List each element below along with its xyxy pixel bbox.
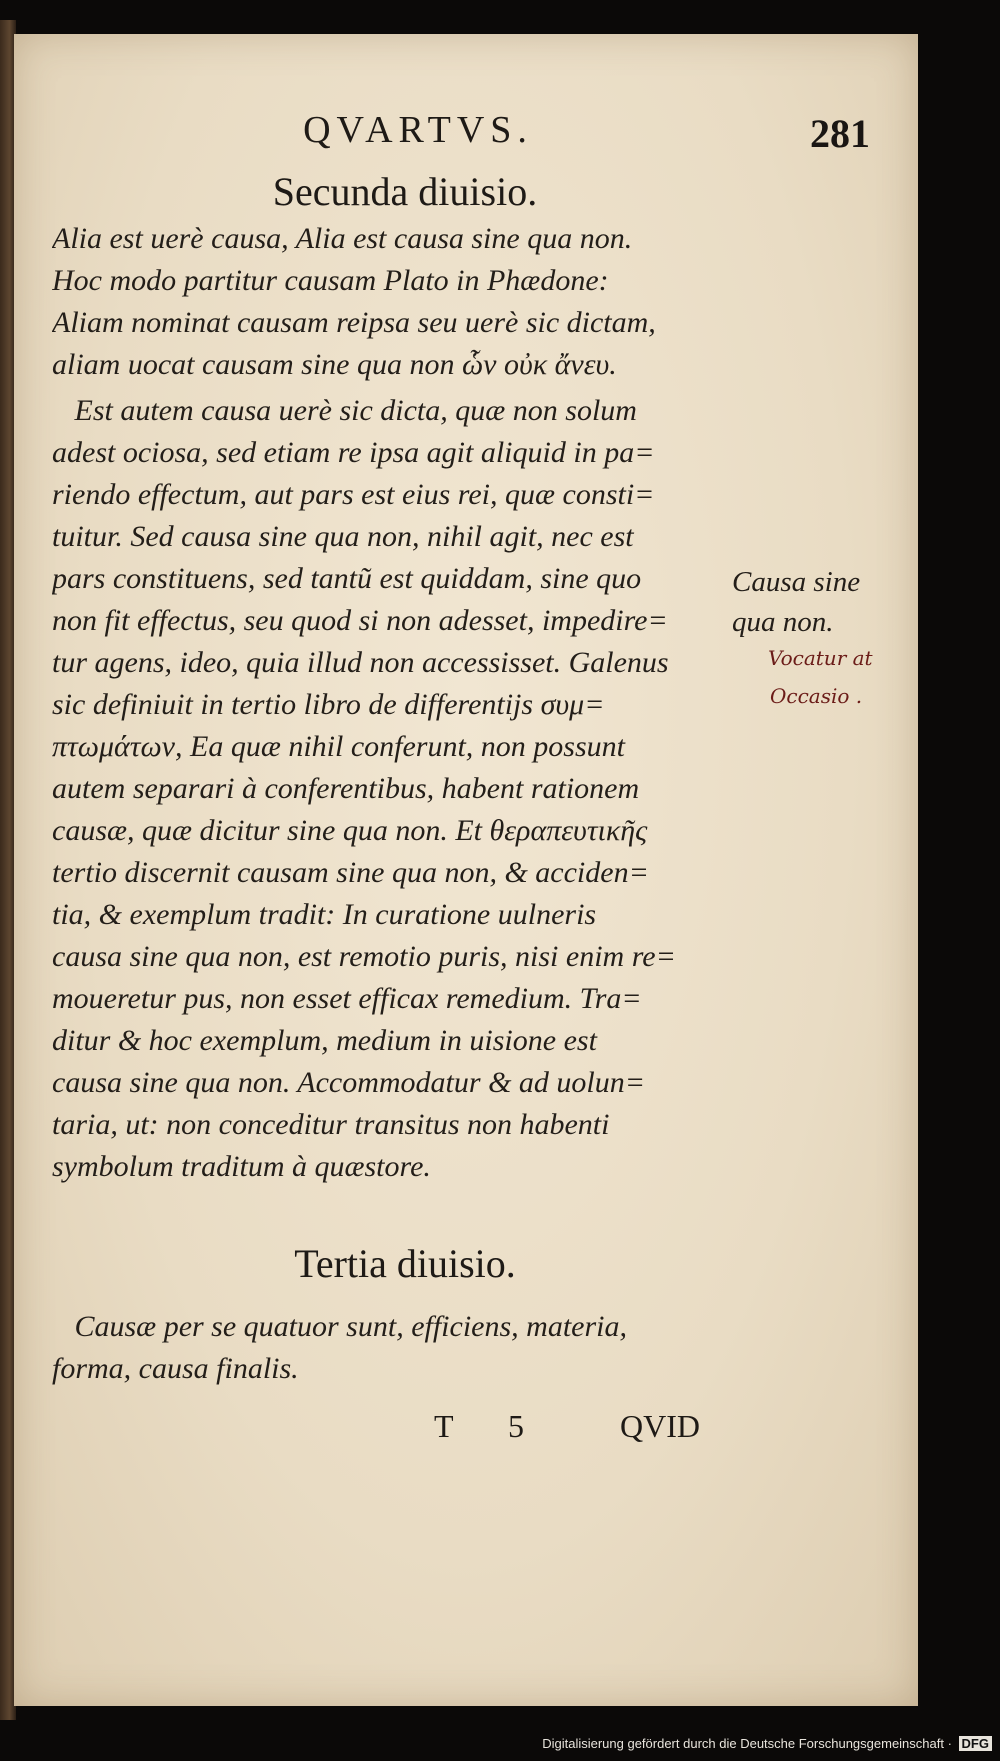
signature-mark-number: 5 — [508, 1408, 524, 1444]
text-line: pars constituens, sed tantũ est quiddam, sine quo — [52, 562, 642, 595]
catchword: QVID — [620, 1408, 700, 1444]
text-line: tertio discernit causam sine qua non, & acciden= — [52, 856, 649, 889]
text-line: autem separari à conferentibus, habent rationem — [52, 772, 640, 805]
text-line: Est autem causa uerè sic dicta, quæ non solum — [52, 394, 637, 427]
text-line: adest ociosa, sed etiam re ipsa agit aliquid in pa= — [52, 436, 655, 469]
text-line: ditur & hoc exemplum, medium in uisione est — [52, 1024, 597, 1057]
text-line: aliam uocat causam sine qua non ὧν οὐκ ἄνευ. — [52, 348, 617, 381]
dfg-logo: DFG — [959, 1736, 992, 1751]
digitization-credit — [542, 1736, 992, 1751]
text-line: tur agens, ideo, quia illud non accessisset. Galenus — [52, 646, 669, 679]
text-line: Hoc modo partitur causam Plato in Phædone: — [52, 264, 609, 297]
text-line: symbolum traditum à quæstore. — [52, 1150, 431, 1183]
text-line: causa sine qua non, est remotio puris, nisi enim re= — [52, 940, 676, 973]
text-line: riendo effectum, aut pars est eius rei, quæ consti= — [52, 478, 655, 511]
running-head: QVARTVS. — [303, 109, 533, 151]
section-heading-tertia: Tertia diuisio. — [294, 1241, 516, 1286]
text-line: non fit effectus, seu quod si non adesset, impedire= — [52, 604, 668, 637]
text-line: causa sine qua non. Accommodatur & ad uolun= — [52, 1066, 645, 1099]
text-line: tuitur. Sed causa sine qua non, nihil agit, nec est — [52, 520, 634, 553]
text-line: moueretur pus, non esset efficax remedium. Tra= — [52, 982, 642, 1015]
text-line: sic definiuit in tertio libro de differentijs συμ= — [52, 688, 605, 721]
text-line: Alia est uerè causa, Alia est causa sine qua non. — [52, 222, 633, 255]
text-line: tia, & exemplum tradit: In curatione uulneris — [52, 898, 597, 931]
page-number: 281 — [810, 111, 870, 156]
text-line: πτωμάτων, Ea quæ nihil conferunt, non possunt — [52, 730, 625, 763]
text-line: forma, causa finalis. — [52, 1352, 299, 1385]
margin-note-line: qua non. — [732, 606, 834, 638]
section-heading-secunda: Secunda diuisio. — [272, 169, 538, 214]
handwritten-annotation-line: Vocatur at — [768, 646, 873, 670]
text-line: causæ, quæ dicitur sine qua non. Et θεραπευτικῆς — [52, 814, 648, 847]
margin-note-line: Causa sine — [732, 566, 861, 598]
digitization-credit-text: Digitalisierung gefördert durch die Deutsche Forschungsgemeinschaft · — [542, 1736, 952, 1751]
text-line: Aliam nominat causam reipsa seu uerè sic dictam, — [52, 306, 656, 339]
signature-mark-letter: T — [434, 1408, 454, 1444]
text-line: Causæ per se quatuor sunt, efficiens, materia, — [52, 1310, 627, 1343]
text-line: taria, ut: non conceditur transitus non habenti — [52, 1108, 610, 1141]
handwritten-annotation-line: Occasio . — [770, 684, 863, 708]
